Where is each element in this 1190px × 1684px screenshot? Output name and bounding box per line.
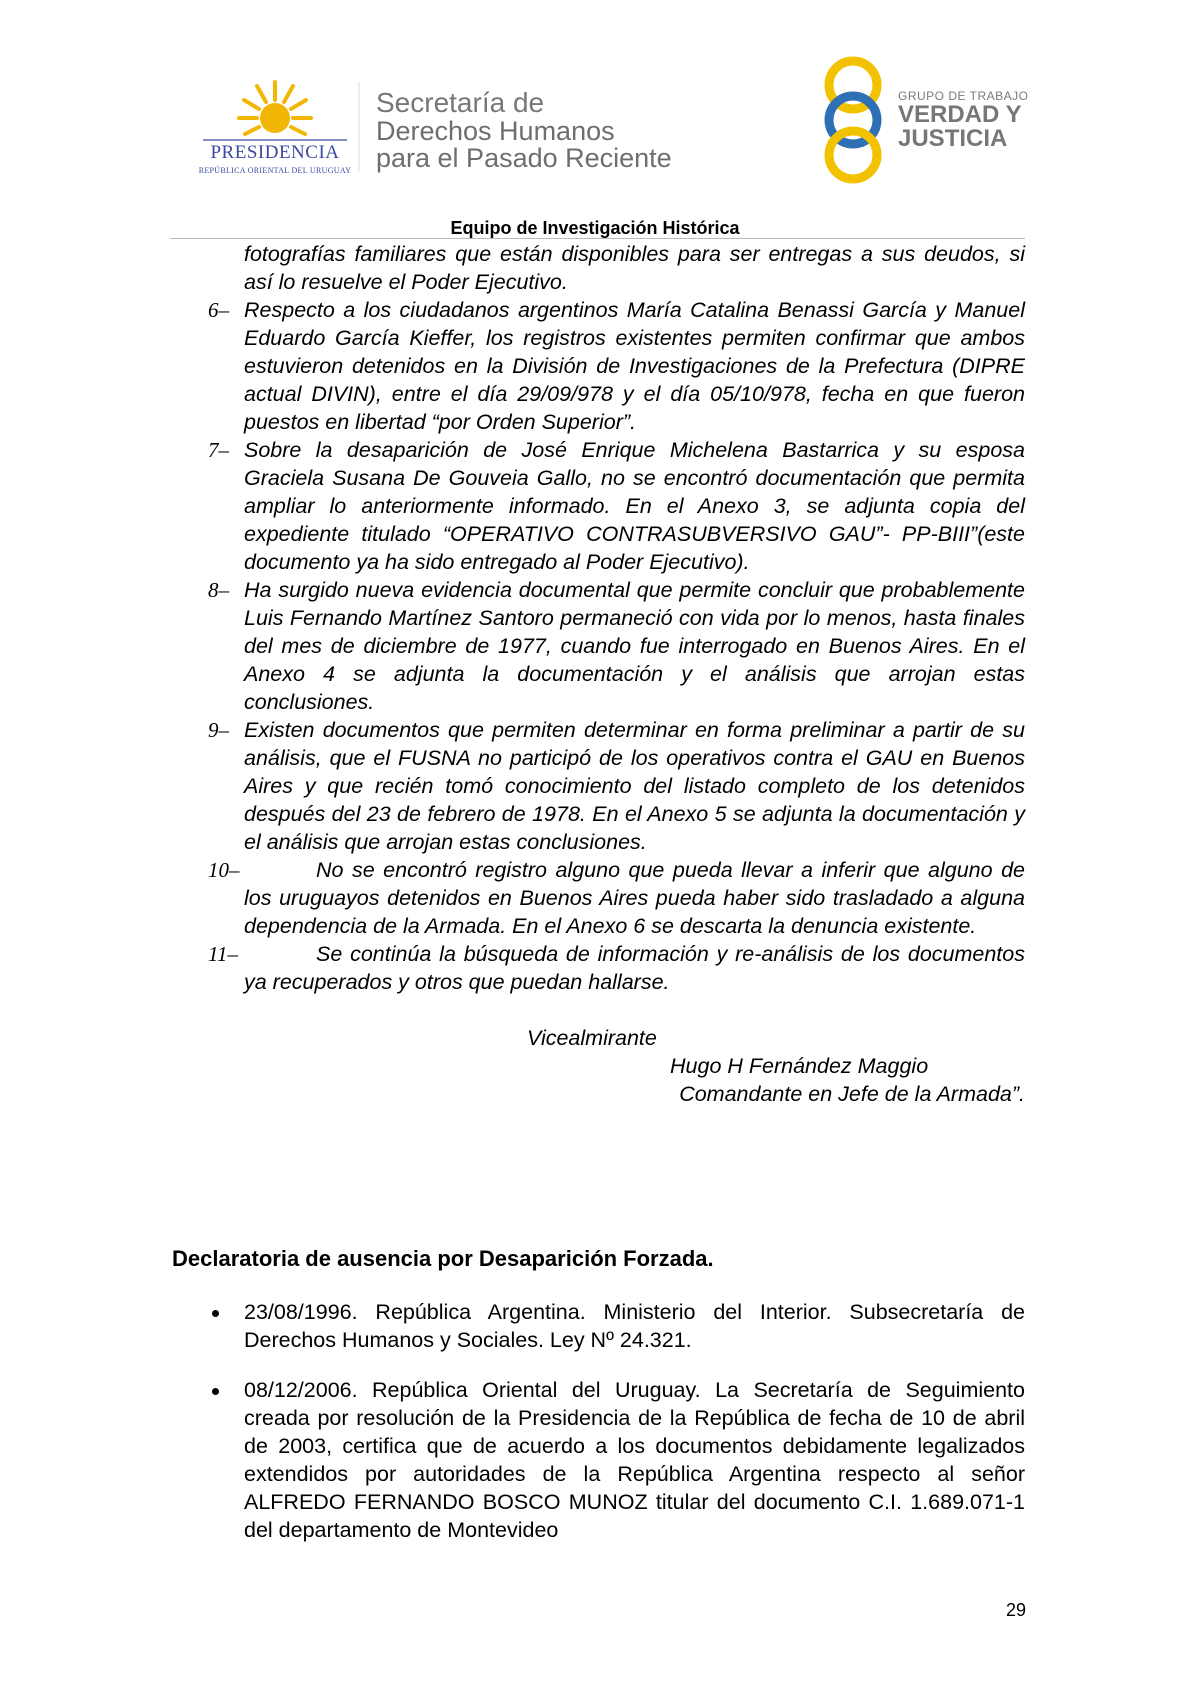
header-divider [358,82,360,172]
list-item-8 [170,576,1025,716]
item-number: 9– [208,718,229,742]
item-text: Respecto a los ciudadanos argentinos María Catalina Benassi García y Manuel Eduardo García Kieffer, los registros existentes permiten confirmar que ambos estuvieron detenidos en la División de Investigaciones de la Prefectura (DIPRE actual DIVIN), entre el día 29/09/978 y el día 05/10/978, fecha en que fueron puestos en libertad “por Orden Superior”. [244,298,1025,434]
item-text: Sobre la desaparición de José Enrique Michelena Bastarrica y su esposa Graciela Susana De Gouveia Gallo, no se encontró documentación que permita ampliar lo anteriormente informado. En el Anexo 3, se adjunta copia del expediente titulado “OPERATIVO CONTRASUBVERSIVO GAU”- PP-BIII”(este documento ya ha sido entregado al Poder Ejecutivo). [244,438,1025,574]
secretaria-line1: Secretaría de [376,87,545,118]
rings-icon [818,55,888,185]
bullet-icon [212,1310,219,1317]
signature-title: Comandante en Jefe de la Armada”. [679,1082,1025,1106]
item-number: 7– [208,438,229,462]
header-rule [170,238,1025,239]
secretaria-logo [376,88,672,172]
intro-paragraph [170,240,1025,296]
list-item-10 [170,856,1025,940]
secretaria-line2: Derechos Humanos [376,116,615,146]
bullet-text: 08/12/2006. República Oriental del Uruguay. La Secretaría de Seguimiento creada por resolución de la Presidencia de la República de fecha de 10 de abril de 2003, certifica que de acuerdo a los documentos debidamente legalizados extendidos por autoridades de la República Argentina respecto al señor ALFREDO FERNANDO BOSCO MUNOZ titular del documento C.I. 1.689.071-1 del departamento de Montevideo [244,1378,1025,1542]
list-item-7 [170,436,1025,576]
sun-emblem-icon [195,78,355,148]
vj-line1: GRUPO DE TRABAJO [898,89,1029,103]
item-number: 6– [208,298,229,322]
signature-rank: Vicealmirante [527,1026,657,1050]
section-heading: Declaratoria de ausencia por Desaparición Forzada. [172,1246,714,1271]
header-title: Equipo de Investigación Histórica [450,218,740,238]
list-item-6 [170,296,1025,436]
item-number: 10– [208,858,240,882]
secretaria-line3: para el Pasado Reciente [376,143,672,173]
item-text: Existen documentos que permiten determinar en forma preliminar a partir de su análisis, que el FUSNA no participó de los operativos contra el GAU en Buenos Aires y que recién tomó conocimiento del listado completo de los detenidos después del 23 de febrero de 1978. En el Anexo 5 se adjunta la documentación y el análisis que arrojan estas conclusiones. [244,718,1025,854]
vj-line2: VERDAD Y [898,101,1022,128]
item-number: 8– [208,578,229,602]
verdad-justicia-logo [818,55,1038,185]
list-item-9 [170,716,1025,856]
document-body [170,240,1025,1108]
item-text: Ha surgido nueva evidencia documental que permite concluir que probablemente Luis Fernando Martínez Santoro permaneció con vida por lo menos, hasta finales del mes de diciembre de 1977, cuando fue interrogado en Buenos Aires. En el Anexo 4 se adjunta la documentación y el análisis que arrojan estas conclusiones. [244,578,1025,714]
presidencia-label: PRESIDENCIA [210,142,340,163]
item-text: Se continúa la búsqueda de información y re-análisis de los documentos ya recuperados y otros que puedan hallarse. [244,942,1025,994]
bullet-text: 23/08/1996. República Argentina. Ministerio del Interior. Subsecretaría de Derechos Humanos y Sociales. Ley Nº 24.321. [244,1300,1025,1352]
intro-text: fotografías familiares que están disponibles para ser entregas a sus deudos, si así lo resuelve el Poder Ejecutivo. [244,242,1025,294]
bullet-icon [212,1388,219,1395]
list-item [170,1376,1025,1544]
signature-block [170,1024,1025,1108]
bullet-list [170,1298,1025,1566]
presidencia-logo [195,78,355,178]
list-item-11 [170,940,1025,996]
page-number: 29 [1006,1600,1027,1620]
list-item [170,1298,1025,1354]
item-text: No se encontró registro alguno que pueda llevar a inferir que alguno de los uruguayos detenidos en Buenos Aires pueda haber sido trasladado a alguna dependencia de la Armada. En el Anexo 6 se descarta la denuncia existente. [244,858,1025,938]
vj-line3: JUSTICIA [898,125,1008,152]
presidencia-sublabel: REPÚBLICA ORIENTAL DEL URUGUAY [198,166,352,175]
item-number: 11– [208,942,238,966]
page-header [0,0,1190,240]
signature-name: Hugo H Fernández Maggio [670,1054,929,1078]
